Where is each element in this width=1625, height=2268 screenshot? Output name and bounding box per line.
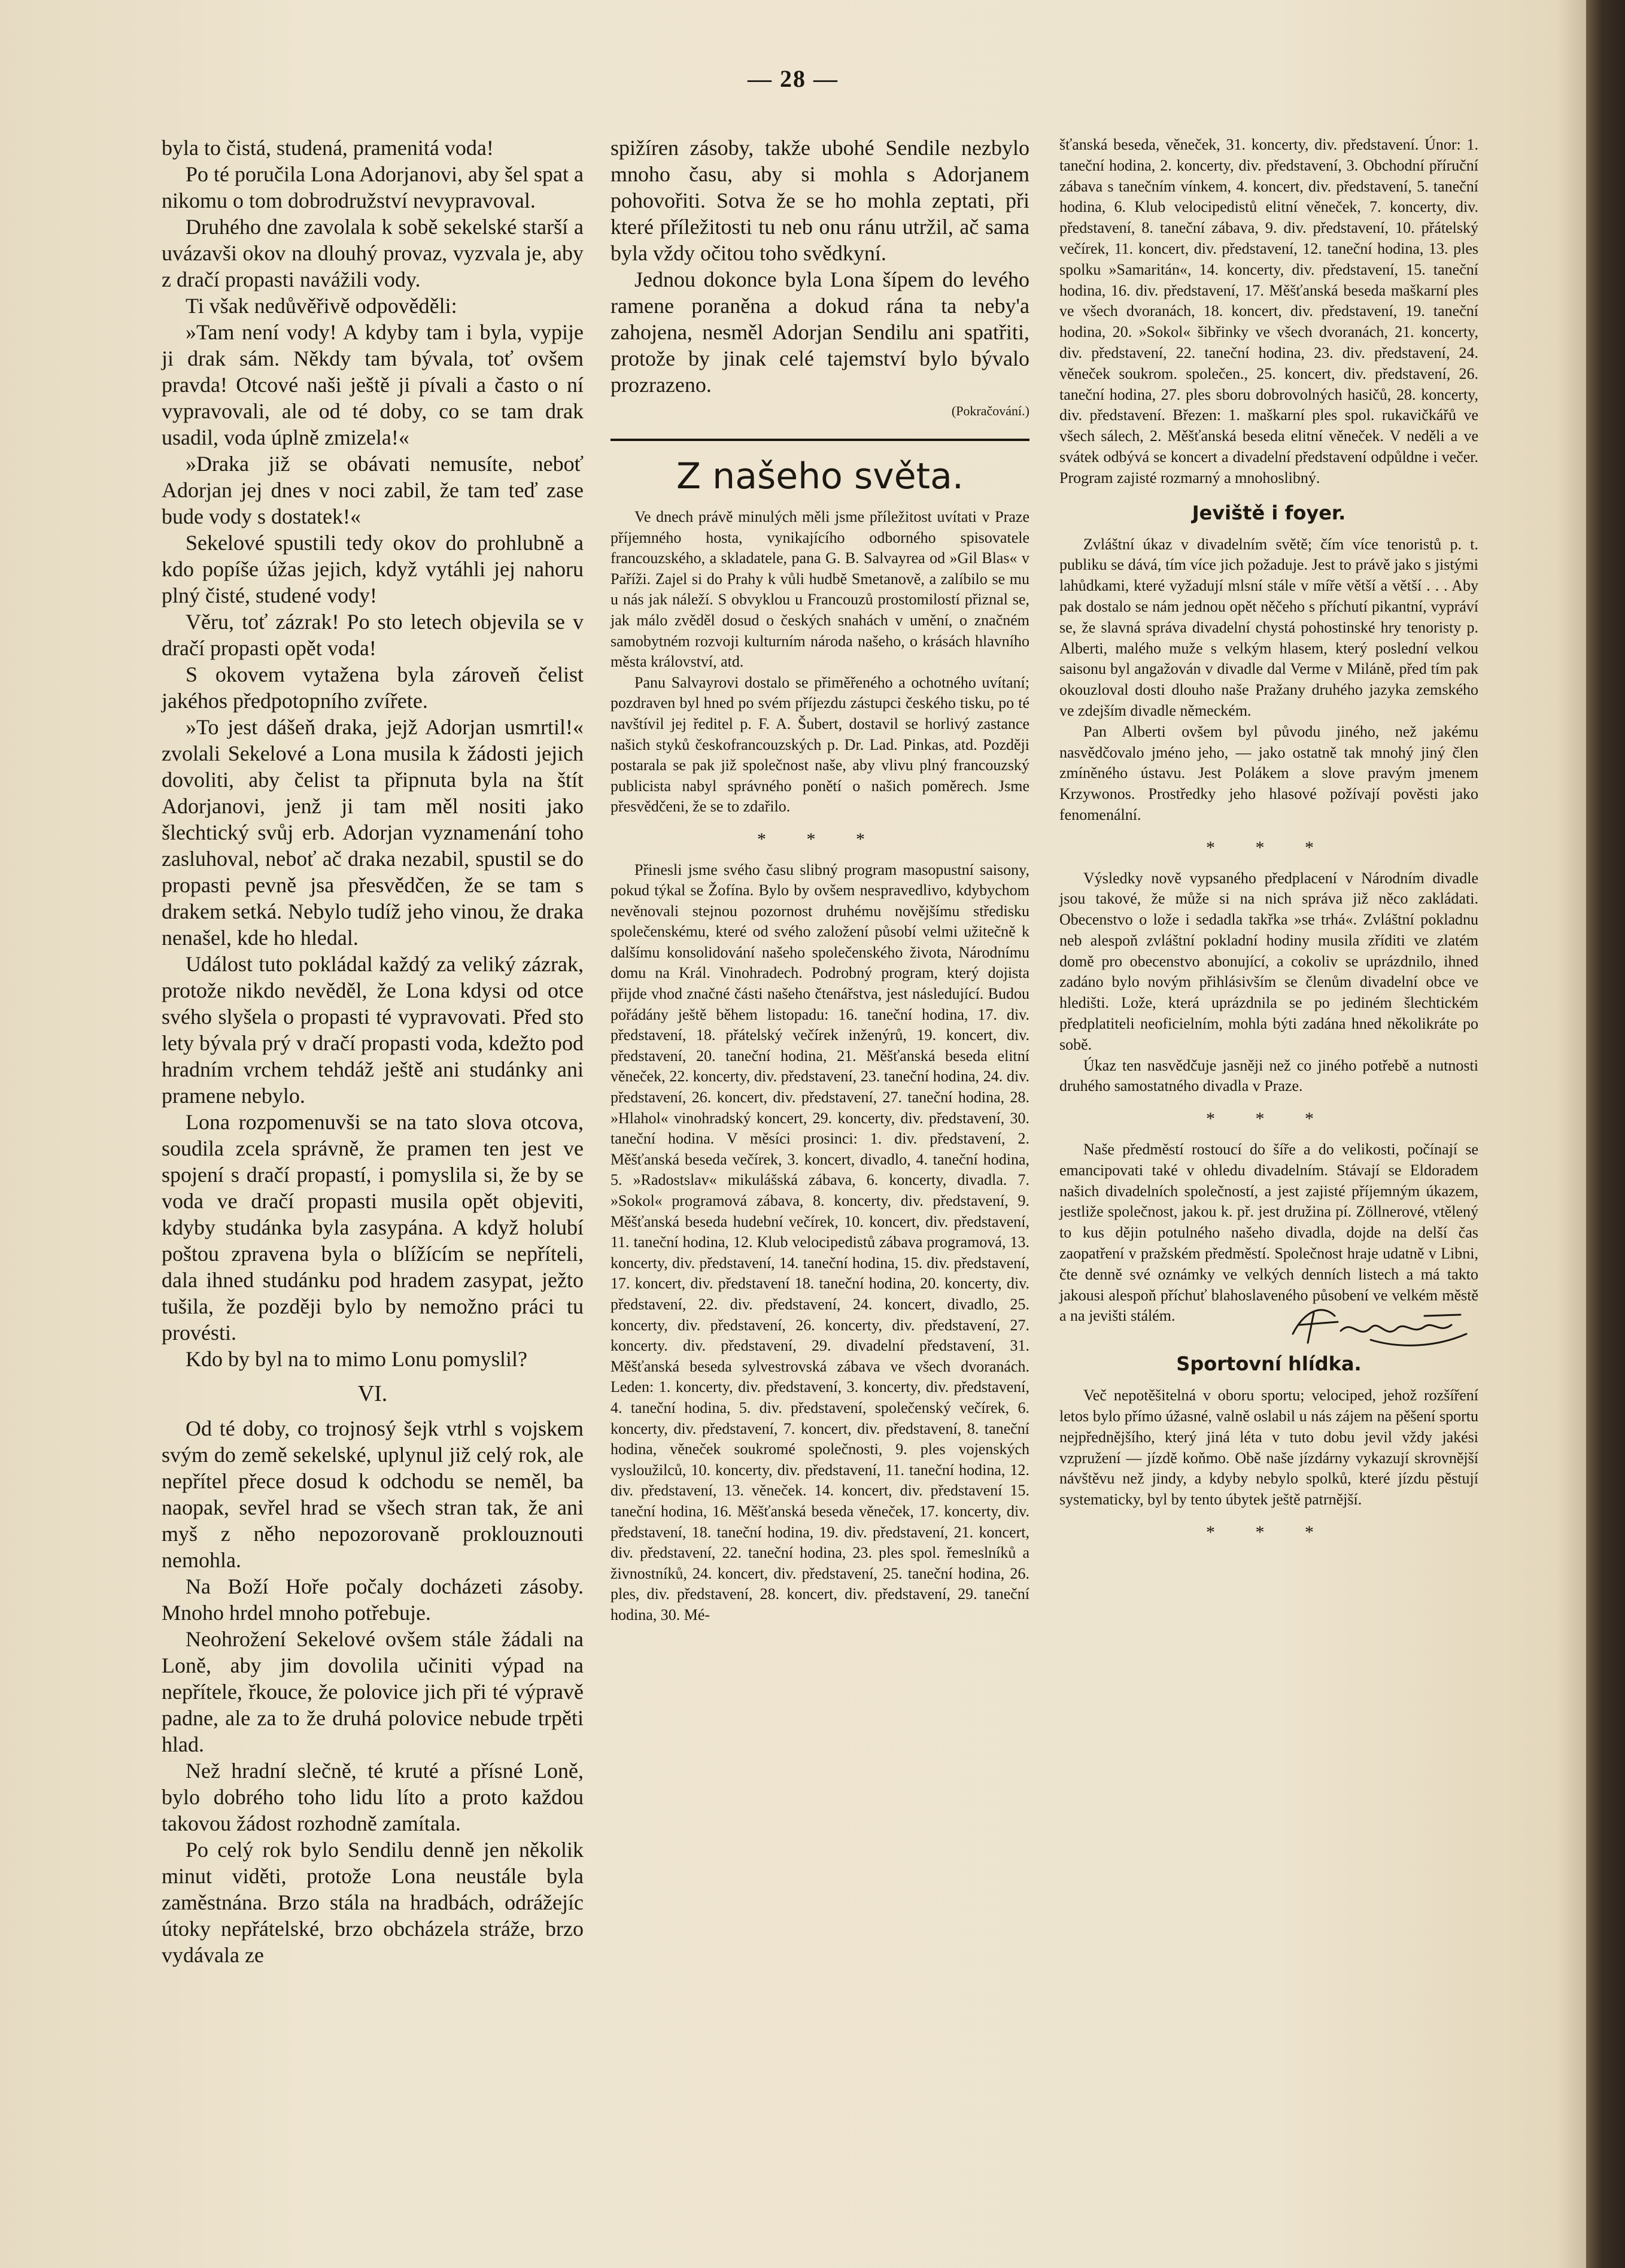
paragraph: byla to čistá, studená, pramenitá voda! [162,136,494,160]
paragraph: »To jest dášeň draka, jejž Adorjan usmrtil!« zvolali Sekelové a Lona musila k žádosti jejich dovoliti, aby čelist ta připnuta byla na štít Adorjanovi, jenž ji tam měl nositi jako šlechtický svůj erb. Adorjan vyznamenání toho zasluhoval, neboť ač draka nezabil, spustil se do propasti pevně jsa přesvědčen, že se tam s drakem setká. Nebylo tudíž jeho vinou, že draka nenašel, kde ho hledal. [162,715,584,950]
paragraph: Přinesli jsme svého času slibný program masopustní saisony, pokud týkal se Žofína. Bylo by ovšem nespravedlivo, kdybychom nevěnovali stejnou pozornost druhému novějšímu středisku společenskému, které od svého založení působí velmi užitečně k dalšímu konsolidování našeho společenského života, Národnímu domu na Král. Vinohradech. Podrobný program, který dojista přijde vhod značné části našeho čtenářstva, jest následující. Budou pořádány ještě během listopadu: 16. taneční hodina, 17. div. představení, 18. přátelský večírek inženýrů, 19. koncert, div. představení, 20. taneční hodina, 21. Měšťanská beseda elitní věneček, 22. koncerty, div. představení, 23. taneční hodina, 24. div. představení, 26. koncert, div. představení, 27. taneční hodina, 28. »Hlahol« vinohradský koncert, 29. koncerty, div. představení, 30. taneční hodina. V měsíci prosinci: 1. div. představení, 2. Měšťanská beseda večírek, 3. koncert, divadlo, 4. taneční hodina, 5. »Radostslav« mikulášská zábava, 6. koncerty, divadla. 7. »Sokol« programová zábava, 8. koncerty, div. představení, 9. Měšťanská beseda hudební večírek, 10. koncert, div. představení, 11. taneční hodina, 12. Klub velocipedistů zábava programová, 13. koncerty, div. představení, 14. taneční hodina, 15. div. představení, 17. koncert, div. představení 18. taneční hodina, 20. koncerty, div. představení, 22. div. představení, 24. koncert, divadlo, 25. koncerty, div. představení, 26. koncerty, div. představení, 27. koncerty. div. představení, 29. divadelní představení, 31. Měšťanská beseda sylvestrovská zábava ve všech dvoranách. Leden: 1. koncerty, div. představení, 3. koncerty, div. představení, 4. taneční hodina, 5. div. představení, společenský večírek, 6. koncerty, div. představení, 7. koncert, div. představení, 8. taneční hodina, věneček soukromé společnosti, 9. ples vojenských vysloužilců, 10. koncerty, div. představení, 11. taneční hodina, 12. div. představení, 13. věneček. 14. koncert, div. představení 15. taneční hodina, 16. Měšťanská beseda věneček, 17. koncerty, div. představení, 18. taneční hodina, 19. div. představení, 21. koncert, div. představení, 22. taneční hodina, 23. ples spol. řemeslníků a živnostníků, 24. koncert, div. představení, 25. taneční hodina, 26. ples, div. představení, 28. koncert, div. představení, 29. taneční hodina, 30. Mé- [610,861,1029,1624]
paragraph: šťanská beseda, věneček, 31. koncerty, div. představení. Únor: 1. taneční hodina, 2. koncerty, div. představení, 3. Obchodní příruční zábava s tanečním vínkem, 4. koncert, div. představení, 5. taneční hodina, 6. Klub velocipedistů elitní věneček, 7. koncerty, div. představení, 8. taneční zábava, 9. div. představení, 10. přátelský večírek, 11. koncert, div. představení, 12. taneční hodina, 13. ples spolku »Samaritán«, 14. koncerty, div. představení, 15. taneční hodina, 16. div. představení, 17. Měšťanská beseda maškarní ples ve všech dvoranách, 18. koncert, div. představení, 19. taneční hodina, 20. »Sokol« šibřinky ve všech dvoranách, 21. koncerty, div. představení, 22. taneční hodina, 23. div. představení, 24. věneček soukrom. společen., 25. koncert, div. představení, 26. taneční hodina, 27. ples sboru dobrovolných hasičů, 28. koncerty, div. představení. Březen: 1. maškarní ples spol. rukavičkářů ve všech sálech, 2. Měšťanská beseda elitní věneček. V neděli a ve svátek odbývá se koncert a divadelní představení odpůldne i večer. Program zajisté rozmarný a mnohoslibný. [1059,136,1478,487]
section-divider [610,439,1029,441]
paragraph: Zvláštní úkaz v divadelním světě; čím více tenoristů p. t. publiku se dává, tím více jich požaduje. Jest to právě jako s jistými lahůdkami, které vyžadují mlsní stále v míře větší a větší . . . Aby pak dostalo se nám jednou opět něčeho s příchutí pikantní, vypráví se, že slavná správa divadelní chystá pohostinské hry tenoristy p. Alberti, malého muže s velkým hlasem, který poslední velkou saisonu byl angažován v divadle dal Verme v Miláně, před tím pak okouzloval dosti dlouho naše Pražany druhého jazyka zemského ve zdejším divadle německém. [1059,535,1478,719]
column-story-left [162,135,584,1968]
paragraph: Lona rozpomenuvši se na tato slova otcova, soudila zcela správně, že pramen ten jest ve spojení s dračí propastí, i pomyslila si, že by se voda ve dračí propasti musila opět objeviti, kdyby studánka byla zasypána. A když holubí poštou zpravena byla o blížícím se nepříteli, dala ihned studánku pod hradem zasypat, ježto tušila, že později bylo by nemožno práci tu provésti. [162,1110,584,1345]
page-gutter-shadow [1556,0,1586,2268]
paragraph: Úkaz ten nasvědčuje jasněji než co jiného potřebě a nutnosti druhého samostatného divadla v Praze. [1059,1056,1478,1095]
paragraph: spižíren zásoby, takže ubohé Sendile nezbylo mnoho času, aby si mohla s Adorjanem pohovořiti. Sotva že se ho mohla zeptati, při které příležitosti tu neb onu ránu utržil, ač sama byla vždy očitou toho svědkyní. [610,136,1029,265]
column-right [1059,135,1478,1553]
section-title: Z našeho světa. [676,455,964,497]
paragraph: Pan Alberti ovšem byl původu jiného, než jakému nasvědčovalo jméno jeho, — jako ostatně tak mnohý jiný člen zmíněného ústavu. Jest Polákem a slove pravým jmenem Krzywonos. Prostředky jeho hlasové požívají pověsti jako fenomenální. [1059,722,1478,823]
paragraph: Na Boží Hoře počaly docházeti zásoby. Mnoho hrdel mnoho potřebuje. [162,1574,584,1625]
paragraph: Událost tuto pokládal každý za veliký zázrak, protože nikdo nevěděl, že Lona kdysi od otce svého slyšela o propasti té vypravovati. Před sto lety bývala prý v dračí propasti voda, kdežto pod hradním vrchem tehdáž ještě ani studánky ani pramene nebylo. [162,952,584,1108]
paragraph: Výsledky nově vypsaného předplacení v Národním divadle jsou takové, že může si na nich správa již něco zakládati. Obecenstvo o lože i sedadla takřka »se trhá«. Zvláštní pokladnu neb alespoň zvláštní pokladní hodiny musila zříditi ve zlatém domě pro obecenstvo abonující, a cokoliv se uprázdnilo, ihned zadáno bylo novým přihlásivším se členům divadelní obce ve hledišti. Lože, která uprázdnila se po jediném šlechtickém předplatiteli neoficielním, mohla býti zadána hned několikráte po sobě. [1059,869,1478,1053]
paragraph: Ti však nedůvěřivě odpověděli: [186,294,457,318]
separator-stars: * * * [1206,1522,1332,1543]
paragraph: Neohrožení Sekelové ovšem stále žádali na Loně, aby jim dovolila učiniti výpad na nepřítele, řkouce, že polovice jich při té výpravě padne, ale za to že druhá polovice nebude trpěti hlad. [162,1627,584,1756]
paragraph: Druhého dne zavolala k sobě sekelské starší a uvázavši okov na dlouhý provaz, vyzvala je, aby z dračí propasti navážili vody. [162,215,584,291]
separator-stars: * * * [1206,837,1332,858]
paragraph: »Tam není vody! A kdyby tam i byla, vypije ji drak sám. Někdy tam bývala, toť ovšem pravda! Otcové naši ještě ji pívali a často o ní vypravovali, ale od té doby, co se tam drak usadil, voda úplně zmizela!« [162,320,584,449]
paragraph: Než hradní slečně, té kruté a přísné Loně, bylo dobrého toho lidu líto a proto každou takovou žádost rozhodně zamítala. [162,1759,584,1835]
paragraph: Věru, toť zázrak! Po sto letech objevila se v dračí propasti opět voda! [162,610,584,660]
paragraph: Naše předměstí rostoucí do šíře a do velikosti, počínají se emancipovati také v ohledu divadelním. Stávají se Eldoradem našich divadelních společností, a jest zajisté příjemným úkazem, jestliže společnost, jakou k. př. jest družina pí. Zöllnerové, vtělený to kus dějin potulného našeho divadla, dojde na delší čas zaopatření v pražském předměstí. Společnost hraje udatně v Libni, čte denně své oznámky ve velkých denních listech a má takto jakousi alespoň příchuť blahoslaveného působení ve velkém městě a na jevišti stálém. [1059,1141,1478,1325]
paragraph: Kdo by byl na to mimo Lonu pomyslil? [186,1347,527,1371]
separator-stars: * * * [757,829,883,849]
paragraph: S okovem vytažena byla zároveň čelist jakéhos předpotopního zvířete. [162,662,584,713]
column-middle [610,135,1029,1625]
chapter-number: VI. [357,1381,388,1406]
paragraph: Po té poručila Lona Adorjanovi, aby šel spat a nikomu o tom dobrodružství nevypravoval. [162,162,584,212]
paragraph: Panu Salvayrovi dostalo se přiměřeného a ochotného uvítaní; pozdraven byl hned po svém příjezdu zástupci českého tisku, po té navštívil jej ředitel p. F. A. Šubert, dostavil se horlivý zastance našich styků českofrancouzských p. Dr. Lad. Pinkas, atd. Později postarala se pak již společnost naše, aby vlivu plný francouzský publicista nabyl správného ponětí o našich poměrech. Jsme přesvědčeni, že se to zdařilo. [610,673,1029,816]
separator-stars: * * * [1206,1109,1332,1129]
section-heading-theatre: Jeviště i foyer. [1192,501,1346,524]
page-number: — 28 — [748,65,839,92]
continuation-note: (Pokračování.) [951,403,1029,418]
handwritten-signature [1281,1298,1478,1352]
paragraph: Jednou dokonce byla Lona šípem do levého ramene poraněna a dokud rána ta neby'a zahojena, nesměl Adorjan Sendilu ani spatřiti, protože by jinak celé tajemství bylo bývalo prozrazeno. [610,267,1029,397]
paragraph: Več nepotěšitelná v oboru sportu; velociped, jehož rozšíření letos bylo přímo úžasné, valně oslabil u nás zájem na pěšení sportu nejpřednějšího, který jiná léta v tuto dobu jevil vždy jakési vzpružení — jízdě koňmo. Obě naše jízdárny vykazují skrovnější návštěvu než jindy, a kdyby nebylo spolků, které jízdu pěstují systematicky, byl by tento úbytek ještě patrnější. [1059,1387,1478,1509]
paragraph: Po celý rok bylo Sendilu denně jen několik minut viděti, protože Lona neustále byla zaměstnána. Brzo stála na hradbách, odrážejíc útoky nepřátelské, brzo obcházela stráže, brzo vydávala ze [162,1838,584,1967]
book-binding [1586,0,1625,2268]
paragraph: Ve dnech právě minulých měli jsme příležitost uvítati v Praze příjemného hosta, vynikajícího odborného spisovatele francouzského, a skladatele, pana G. B. Salvayrea od »Gil Blas« v Paříži. Zajel si do Prahy k vůli hudbě Smetanově, a zalíbilo se mu u nás jak náleží. S obvyklou u Francouzů prostomilostí přiznal se, jak málo zvěděl dosud o českých snahách v umění, o značném samobytném rozvoji kulturním národa našeho, o krásách hlavního města království, atd. [610,508,1029,671]
paragraph: »Draka již se obávati nemusíte, neboť Adorjan jej dnes v noci zabil, že tam teď zase bude vody s dostatek!« [162,452,584,528]
section-heading-sport: Sportovní hlídka. [1176,1352,1362,1376]
paragraph: Od té doby, co trojnosý šejk vtrhl s vojskem svým do země sekelské, uplynul již celý rok, ale nepřítel přece dosud k odchodu se neměl, ba naopak, sevřel hrad se všech stran tak, že ani myš z něho nepozorovaně proklouznouti nemohla. [162,1416,584,1572]
paragraph: Sekelové spustili tedy okov do prohlubně a kdo popíše úžas jejich, když vytáhli jej nahoru plný čisté, studené vody! [162,531,584,607]
